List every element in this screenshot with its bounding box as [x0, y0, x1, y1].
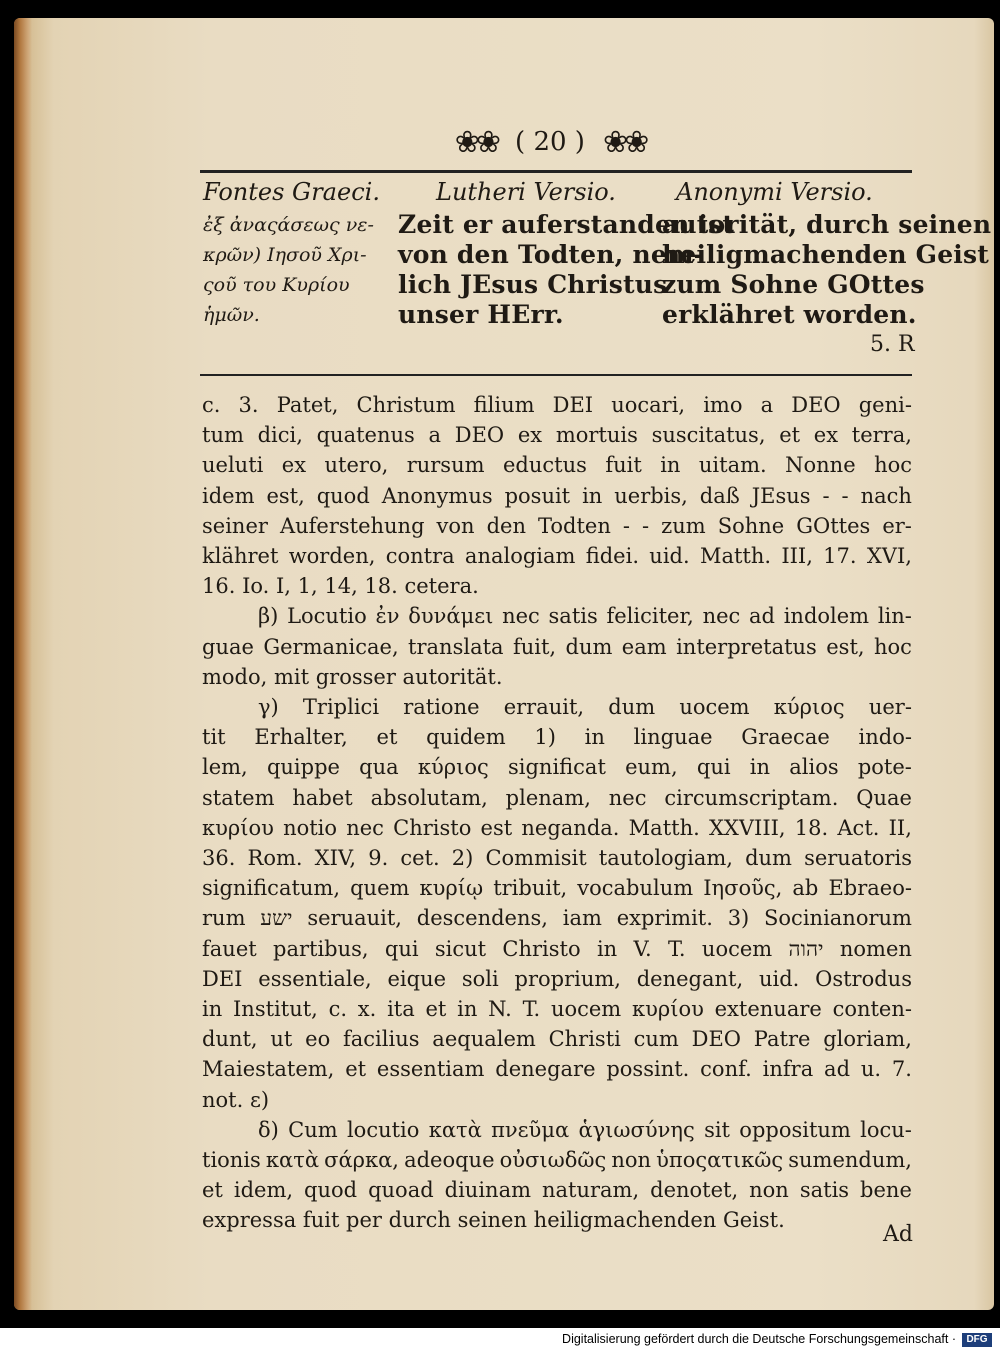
body-line: tit Erhalter, et quidem 1) in linguae Graecae indo- — [202, 725, 912, 750]
dfg-logo[interactable]: DFG — [962, 1333, 992, 1347]
body-line: tum dici, quatenus a DEO ex mortuis suscitatus, et ex terra, — [202, 423, 912, 448]
ornament-right-icon: ❀❀ — [602, 124, 646, 160]
column-anonymi — [662, 210, 991, 330]
body-line: seiner Auferstehung von den Todten - - zum Sohne GOttes er- — [202, 513, 912, 538]
body-line: γ) Triplici ratione errauit, dum uocem κύριος uer- — [258, 695, 912, 720]
body-text — [202, 390, 912, 1236]
body-rule — [200, 374, 912, 376]
body-line: fauet partibus, qui sicut Christo in V. T. uocem יהוה nomen — [202, 936, 912, 961]
body-line: Maiestatem, et essentiam denegare possint. conf. infra ad u. 7. — [202, 1057, 912, 1082]
column-line: von den Todten, nem- — [398, 240, 705, 269]
body-line: dunt, ut eo facilius aequalem Christi cum DEO Patre gloriam, — [202, 1027, 912, 1052]
header-rule — [200, 170, 912, 173]
page-header — [420, 122, 680, 162]
body-line: DEI essentiale, eique soli proprium, denegant, uid. Ostrodus — [202, 966, 912, 991]
body-line: guae Germanicae, translata fuit, dum eam interpretatus est, hoc — [202, 634, 912, 659]
body-line: c. 3. Patet, Christum filium DEI uocari, imo a DEO geni- — [202, 393, 912, 417]
body-line: κυρίου notio nec Christo est neganda. Matth. XXVIII, 18. Act. II, — [202, 815, 912, 840]
column-heading-anonymi: Anonymi Versio. — [676, 178, 873, 206]
body-line: modo, mit grosser autorität. — [202, 664, 503, 689]
column-line: erklähret worden. — [662, 300, 917, 329]
column-heading-greek: Fontes Graeci. — [203, 178, 380, 206]
funding-note: Digitalisierung gefördert durch die Deutsche Forschungsgemeinschaft · — [562, 1332, 956, 1346]
column-line: unser HErr. — [398, 300, 564, 329]
column-greek — [203, 210, 374, 330]
body-line: significatum, quem κυρίῳ tribuit, vocabulum Ιησοῦς, ab Ebraeo- — [202, 876, 912, 901]
body-line: lem, quippe qua κύριος significat eum, qui in alios pote- — [202, 755, 912, 780]
column-line: heiligmachenden Geist — [662, 240, 990, 269]
body-line: statem habet absolutam, plenam, nec circumscriptam. Quae — [202, 785, 912, 810]
column-line: ἡμῶν. — [203, 304, 260, 326]
column-line: autorität, durch seinen — [662, 210, 992, 239]
body-line: et idem, quod quoad diuinam naturam, denotet, non satis bene — [202, 1178, 912, 1203]
page-number: ( 20 ) — [515, 127, 585, 157]
body-line: 16. Io. I, 1, 14, 18. cetera. — [202, 574, 479, 599]
column-line: κρῶν) Ιησοῦ Χρι- — [203, 244, 367, 266]
column-line: Zeit er auferstanden ist — [398, 210, 735, 239]
body-line: tionis κατὰ σάρκα, adeoque οὐσιωδῶς non ὑποςατικῶς sumendum, — [202, 1148, 912, 1173]
ornament-left-icon: ❀❀ — [454, 124, 498, 160]
catchword-bottom: Ad — [883, 1222, 913, 1247]
body-line: expressa fuit per durch seinen heiligmachenden Geist. — [202, 1208, 785, 1233]
body-line: ueluti ex utero, rursum eductus fuit in uitam. Nonne hoc — [202, 453, 912, 478]
column-line: lich JEsus Christus — [398, 270, 668, 299]
catchword-top: 5. R — [870, 332, 915, 357]
body-line: δ) Cum locutio κατὰ πνεῦμα ἁγιωσύνης sit oppositum locu- — [258, 1117, 912, 1142]
body-line: idem est, quod Anonymus posuit in uerbis, daß JEsus - - nach — [202, 483, 912, 508]
column-line: zum Sohne GOttes — [662, 270, 925, 299]
body-line: rum ישע seruauit, descendens, iam exprimit. 3) Socinianorum — [202, 906, 912, 931]
column-heading-luther: Lutheri Versio. — [436, 178, 616, 206]
body-line: klähret worden, contra analogiam fidei. uid. Matth. III, 17. XVI, — [202, 544, 912, 569]
column-line: ἐξ ἀναςάσεως νε- — [203, 214, 374, 236]
body-line: not. ε) — [202, 1087, 270, 1112]
footer-bar — [0, 1328, 1000, 1352]
body-line: 36. Rom. XIV, 9. cet. 2) Commisit tautologiam, dum seruatoris — [202, 846, 912, 871]
column-line: ςοῦ του Κυρίου — [203, 274, 350, 296]
body-line: in Institut, c. x. ita et in N. T. uocem κυρίου extenuare conten- — [202, 997, 912, 1022]
body-line: β) Locutio ἐν δυνάμει nec satis feliciter, nec ad indolem lin- — [258, 604, 912, 629]
page-edge — [14, 18, 32, 1310]
